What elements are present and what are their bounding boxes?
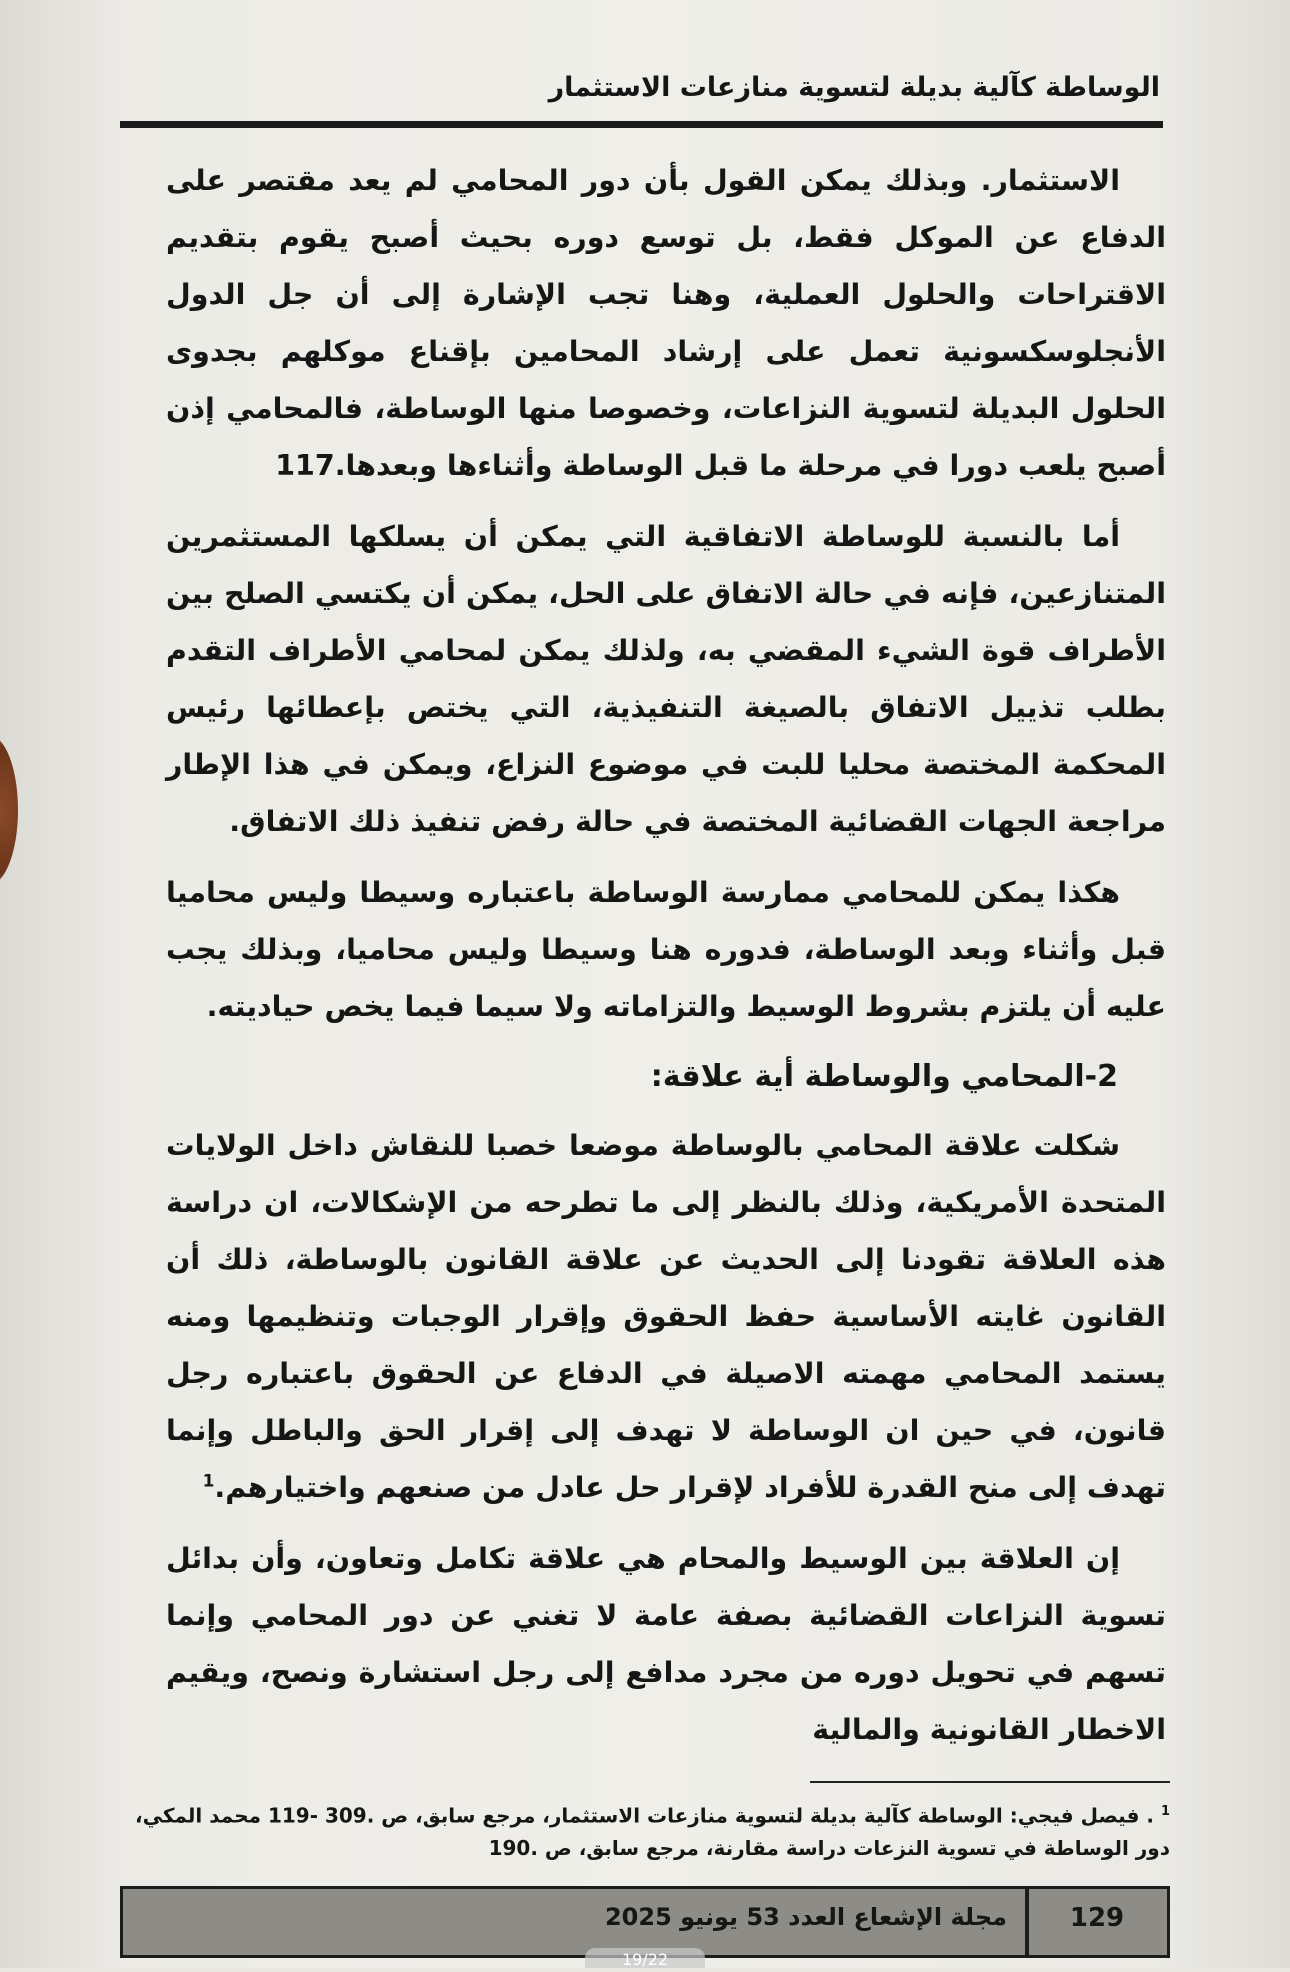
paragraph-5: إن العلاقة بين الوسيط والمحام هي علاقة تكامل وتعاون، وأن بدائل تسوية النزاعات القضائية بصفة عامة لا تغني عن دور المحامي وإنما تسهم في تحويل دوره من مجرد مدافع إلى رجل استشارة ونصح، ويقيم الاخطار القانونية والمالية: [166, 1542, 1166, 1746]
journal-issue: مجلة الإشعاع العدد 53 يونيو 2025: [604, 1903, 1007, 1931]
paragraph-1: الاستثمار. وبذلك يمكن القول بأن دور المحامي لم يعد مقتصر على الدفاع عن الموكل فقط، بل توسع دوره بحيث أصبح يقوم بتقديم الاقتراحات والحلول العملية، وهنا تجب الإشارة إلى أن جل الدول الأنجلوسكسونية تعمل على إرشاد المحامين بإقناع موكلهم بجدوى الحلول البديلة لتسوية النزاعات، وخصوصا منها الوساطة، فالمحامي إذن أصبح يلعب دورا في مرحلة ما قبل الوساطة وأثناءها وبعدها.117: [166, 164, 1166, 482]
footnote-text: . فيصل فيجي: الوساطة كآلية بديلة لتسوية منازعات الاستثمار، مرجع سابق، ص .309 -119 محمد المكي، دور الوساطة في تسوية النزعات دراسة مقارنة، مرجع سابق، ص .190: [135, 1803, 1170, 1860]
footer-divider: [1025, 1889, 1029, 1955]
paragraph-4: [166, 1117, 1166, 1516]
footnote-rule: [810, 1781, 1170, 1783]
section-heading: 2-المحامي والوساطة أية علاقة:: [650, 1059, 1118, 1094]
footnote-reference[interactable]: 1: [202, 1471, 215, 1492]
header-rule: [120, 121, 1163, 128]
paragraph-2: أما بالنسبة للوساطة الاتفاقية التي يمكن أن يسلكها المستثمرين المتنازعين، فإنه في حالة الاتفاق على الحل، يمكن أن يكتسي الصلح بين الأطراف قوة الشيء المقضي به، ولذلك يمكن لمحامي الأطراف التقدم بطلب تذييل الاتفاق بالصيغة التنفيذية، التي يختص بإعطائها رئيس المحكمة المختصة محليا للبت في موضوع النزاع، ويمكن في هذا الإطار مراجعة الجهات القضائية المختصة في حالة رفض تنفيذ ذلك الاتفاق.: [166, 520, 1166, 838]
footnote-marker: 1: [1160, 1804, 1170, 1819]
viewer-page-indicator: 19/22: [585, 1948, 705, 1968]
footnote: [120, 1796, 1170, 1864]
running-header-title: الوساطة كآلية بديلة لتسوية منازعات الاستثمار: [548, 72, 1160, 103]
page-number: 129: [1069, 1903, 1125, 1933]
finger-shadow: [0, 735, 18, 885]
paragraph-4-text: شكلت علاقة المحامي بالوساطة موضعا خصبا للنقاش داخل الولايات المتحدة الأمريكية، وذلك بالنظر إلى ما تطرحه من الإشكالات، ان دراسة هذه العلاقة تقودنا إلى الحديث عن علاقة القانون بالوساطة، ذلك أن القانون غايته الأساسية حفظ الحقوق وإقرار الوجبات وتنظيمها ومنه يستمد المحامي مهمته الاصيلة في الدفاع عن الحقوق باعتباره رجل قانون، في حين ان الوساطة لا تهدف إلى إقرار الحق والباطل وإنما تهدف إلى منح القدرة للأفراد لإقرار حل عادل من صنعهم واختيارهم.: [166, 1129, 1166, 1504]
body-text: [166, 152, 1166, 1772]
paragraph-3: هكذا يمكن للمحامي ممارسة الوساطة باعتباره وسيطا وليس محاميا قبل وأثناء وبعد الوساطة، فدوره هنا وسيطا وليس محاميا، وبذلك يجب عليه أن يلتزم بشروط الوسيط والتزاماته ولا سيما فيما يخص حياديته.: [166, 876, 1166, 1023]
